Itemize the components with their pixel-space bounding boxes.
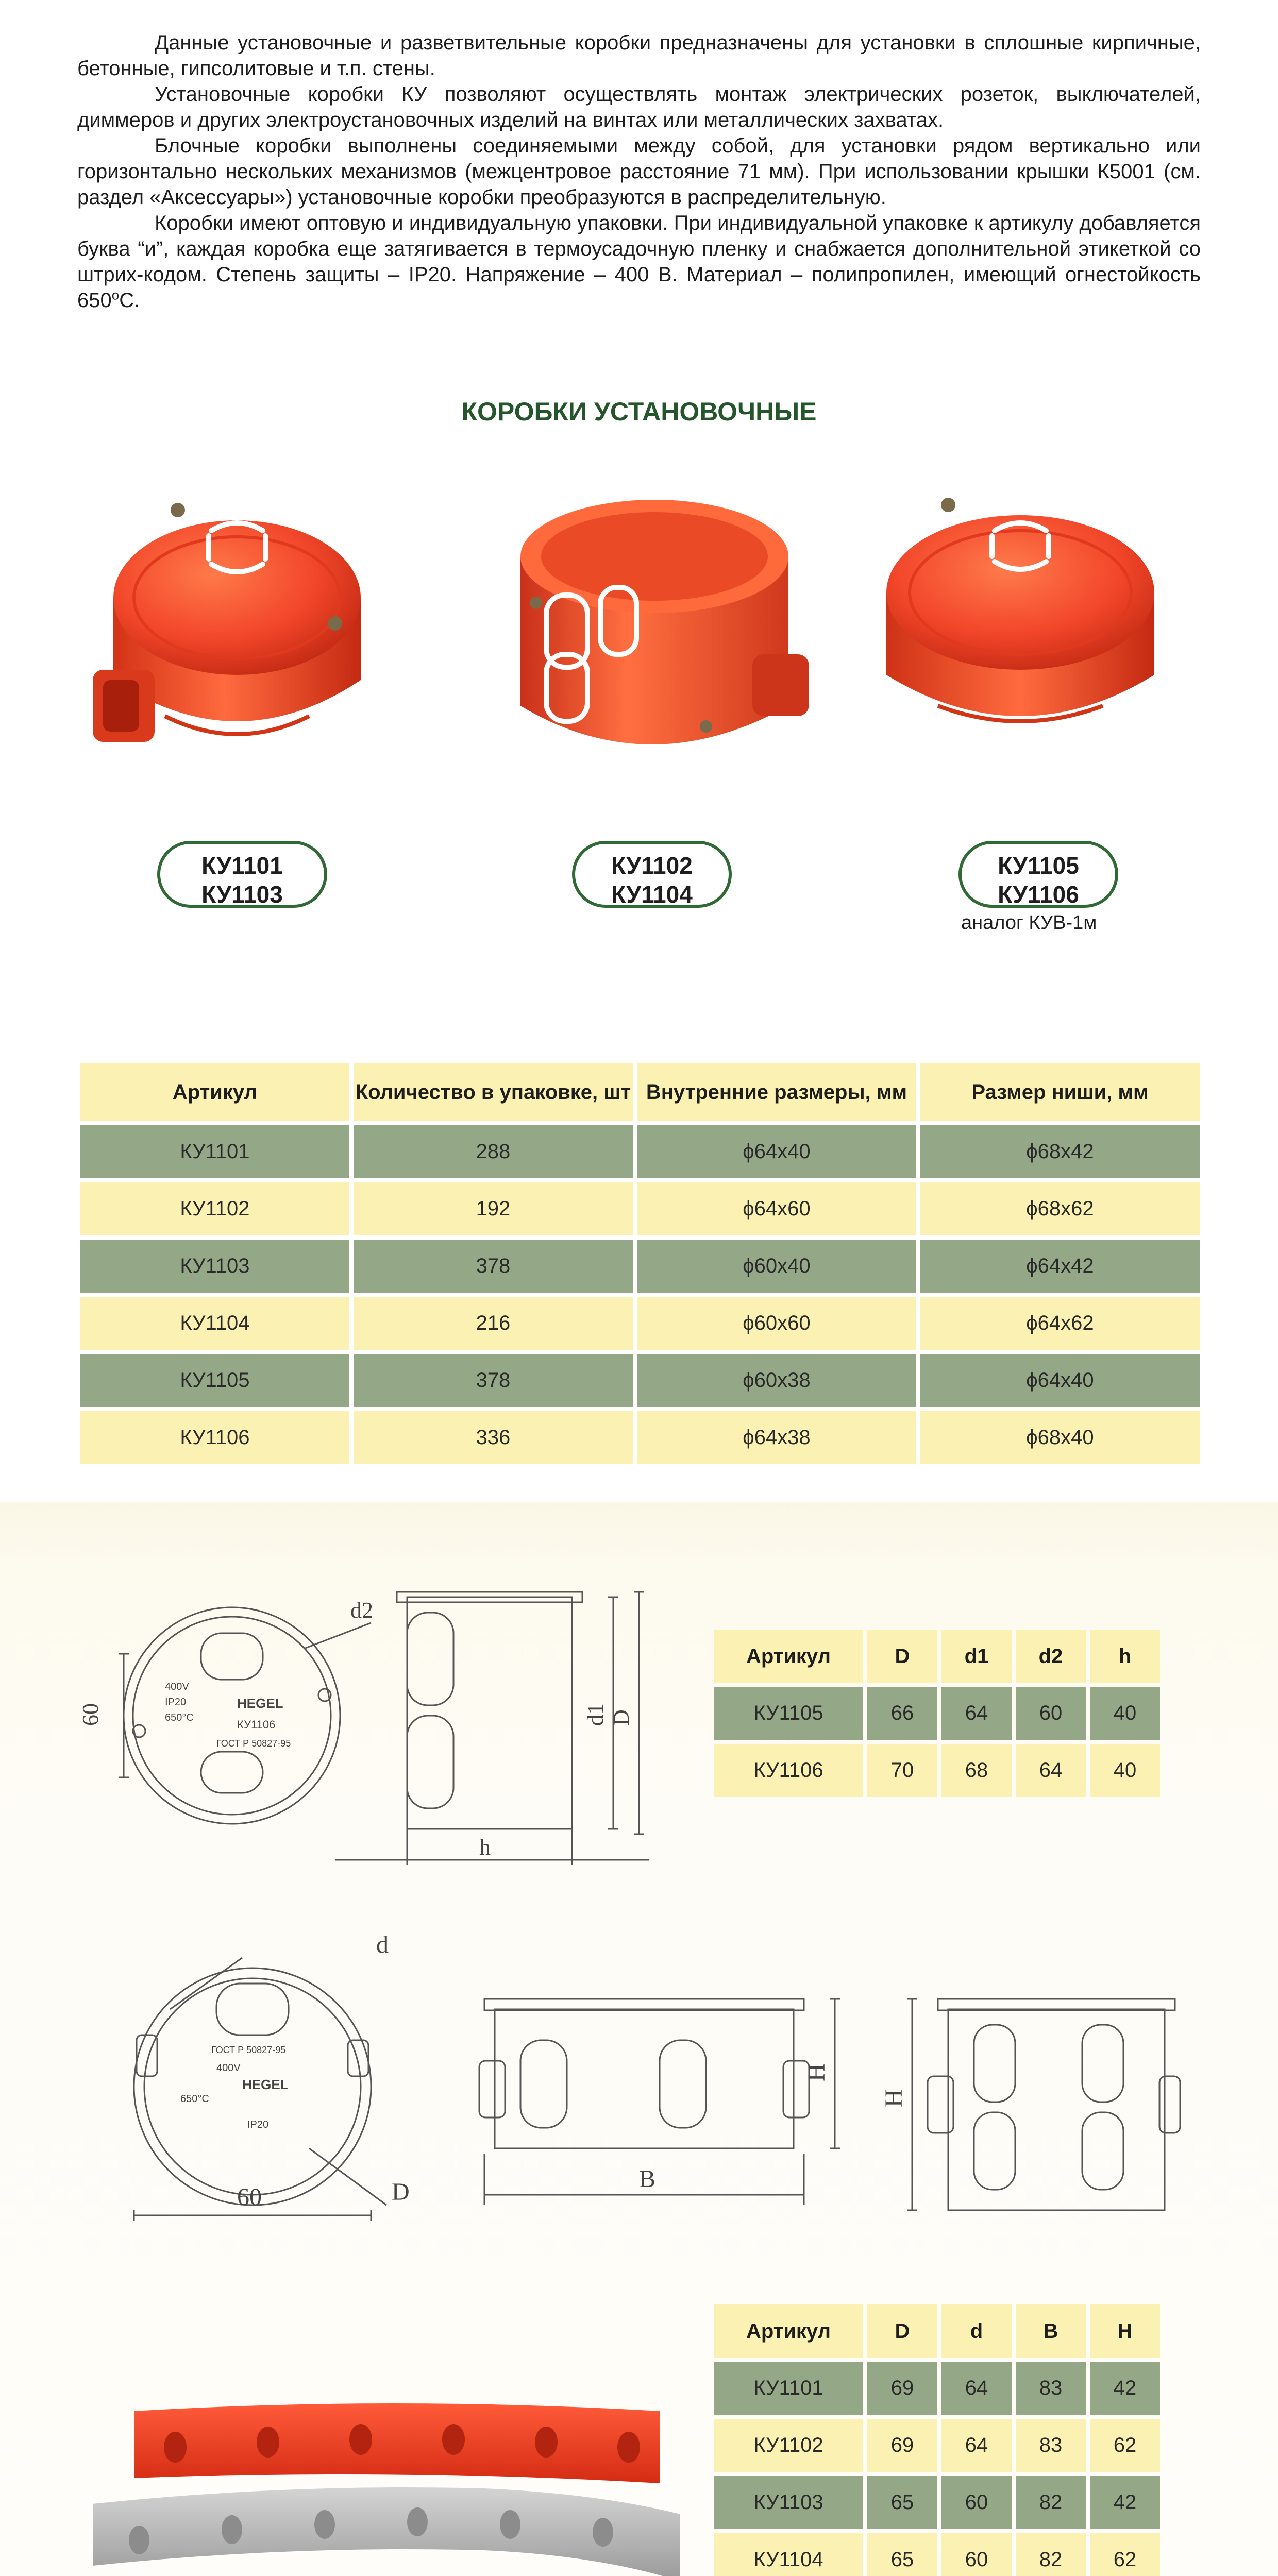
table-row (80, 1240, 1200, 1293)
intro-text (77, 30, 1201, 313)
cell-B: 83 (1016, 2362, 1086, 2415)
cell-H: 62 (1090, 2419, 1160, 2472)
label-ip: IP20 (165, 1697, 187, 1708)
cell-inner-size: ϕ64x40 (637, 1125, 916, 1178)
cell-D: 65 (867, 2476, 937, 2529)
cell-article: КУ1102 (80, 1182, 349, 1235)
product-code-ku1102 (572, 841, 732, 908)
label-temp: 650°C (180, 2093, 209, 2105)
table-row (80, 1182, 1200, 1235)
cell-inner-size: ϕ64x60 (637, 1182, 916, 1235)
product-code-line-1: КУ1102 (611, 852, 693, 879)
dim-d: d (376, 1931, 389, 1958)
table-header-row (80, 1063, 1200, 1121)
header-article: Артикул (80, 1063, 349, 1121)
label-voltage: 400V (165, 1681, 189, 1692)
main-spec-table (76, 1059, 1204, 1468)
cell-d: 60 (941, 2533, 1012, 2576)
cell-quantity: 378 (354, 1354, 633, 1407)
table-row (714, 2362, 1160, 2415)
cell-d: 64 (941, 2419, 1012, 2472)
header-D: D (867, 2304, 937, 2358)
cell-inner-size: ϕ60x38 (637, 1354, 916, 1407)
cell-article: КУ1101 (80, 1125, 349, 1178)
label-gost: ГОСТ Р 50827-95 (216, 1738, 291, 1749)
cell-niche-size: ϕ68x42 (920, 1125, 1200, 1178)
cell-quantity: 192 (354, 1182, 633, 1235)
cell-article: КУ1104 (714, 2533, 863, 2576)
table-row (80, 1125, 1200, 1178)
cell-B: 82 (1016, 2476, 1086, 2529)
header-h: h (1090, 1630, 1160, 1683)
cell-article: КУ1105 (714, 1687, 863, 1740)
product-code-line-1: КУ1101 (201, 852, 283, 879)
product-image-ku1102 (490, 484, 850, 773)
header-D: D (867, 1630, 937, 1683)
header-inner-size: Внутренние размеры, мм (637, 1063, 916, 1121)
cell-d2: 64 (1016, 1744, 1086, 1797)
cell-article: КУ1103 (714, 2476, 863, 2529)
header-d2: d2 (1016, 1630, 1086, 1683)
cell-D: 70 (867, 1744, 937, 1797)
header-article: Артикул (714, 1630, 863, 1683)
header-article: Артикул (714, 2304, 863, 2358)
label-voltage: 400V (216, 2062, 241, 2074)
intro-paragraph-1: Данные установочные и разветвительные коробки предназначены для установки в сплошные кирпичные, бетонные, гипсолитовые и т.п. стены. (77, 31, 1201, 80)
dim-d2: d2 (350, 1598, 373, 1623)
cell-article: КУ1103 (80, 1240, 349, 1293)
intro-paragraph-3: Блочные коробки выполнены соединяемыми между собой, для установки рядом вертикально или горизонтально нескольких механизмов (межцентровое расстояние 71 мм). При использовании крышки К5001 (см. раздел «Аксессуары») установочные коробки преобразуются в распределительную. (77, 134, 1201, 209)
product-code-line-2: КУ1106 (998, 881, 1079, 908)
degree-mark: о (111, 287, 120, 303)
dimension-table-ku1101 (710, 2300, 1164, 2576)
cell-d1: 68 (941, 1744, 1012, 1797)
cell-H: 42 (1090, 2476, 1160, 2529)
cell-H: 62 (1090, 2533, 1160, 2576)
dim-h: h (479, 1835, 491, 1860)
table-header-row (714, 1630, 1160, 1683)
cell-quantity: 216 (354, 1297, 633, 1350)
cell-inner-size: ϕ64x38 (637, 1411, 916, 1464)
cell-niche-size: ϕ68x62 (920, 1182, 1200, 1235)
cell-niche-size: ϕ64x40 (920, 1354, 1200, 1407)
cell-D: 69 (867, 2362, 937, 2415)
intro-paragraph-2: Установочные коробки КУ позволяют осуществлять монтаж электрических розеток, выключателей, диммеров и других электроустановочных изделий на винтах или металлических захватах. (77, 83, 1201, 131)
technical-drawing-ku1101 (88, 1906, 1180, 2244)
table-header-row (714, 2304, 1160, 2358)
cell-inner-size: ϕ60x40 (637, 1240, 916, 1293)
dim-d1: d1 (583, 1703, 608, 1726)
intro-paragraph-4-end: С. (119, 289, 140, 312)
header-niche-size: Размер ниши, мм (920, 1063, 1200, 1121)
cell-niche-size: ϕ64x62 (920, 1297, 1200, 1350)
product-image-ku1101 (93, 474, 381, 783)
cell-article: КУ1105 (80, 1354, 349, 1407)
cell-article: КУ1101 (714, 2362, 863, 2415)
cell-d: 60 (941, 2476, 1012, 2529)
dim-D: D (609, 1709, 634, 1726)
table-row (714, 2533, 1160, 2576)
intro-paragraph-4-text: Коробки имеют оптовую и индивидуальную упаковки. При индивидуальной упаковке к артикулу добавляется буква “и”, каждая коробка еще затягивается в термоусадочную пленку и снабжается дополнительной этикеткой со штрих-кодом. Степень защиты – IP20. Напряжение – 400 В. Материал – полипропилен, имеющий огнестойкость 650 (77, 212, 1201, 312)
label-brand: HEGEL (237, 1696, 283, 1711)
dim-D: D (392, 2178, 410, 2206)
cell-quantity: 336 (354, 1411, 633, 1464)
dimension-table-ku1105 (710, 1625, 1164, 1801)
product-code-ku1105 (959, 841, 1118, 908)
product-code-ku1101 (157, 841, 327, 908)
cell-D: 65 (867, 2533, 937, 2576)
table-row (80, 1354, 1200, 1407)
cell-B: 83 (1016, 2419, 1086, 2472)
label-model: КУ1106 (237, 1718, 276, 1731)
cell-d1: 64 (941, 1687, 1012, 1740)
section-title: КОРОБКИ УСТАНОВОЧНЫЕ (461, 397, 817, 426)
label-ip: IP20 (247, 2119, 269, 2130)
dim-60: 60 (237, 2183, 262, 2211)
product-code-line-2: КУ1104 (611, 881, 693, 908)
dim-B: B (639, 2165, 656, 2193)
cell-article: КУ1106 (714, 1744, 863, 1797)
cell-quantity: 288 (354, 1125, 633, 1178)
cell-quantity: 378 (354, 1240, 633, 1293)
cell-inner-size: ϕ60x60 (637, 1297, 916, 1350)
cell-h: 40 (1090, 1744, 1160, 1797)
cell-niche-size: ϕ64x42 (920, 1240, 1200, 1293)
cell-d: 64 (941, 2362, 1012, 2415)
label-temp: 650°C (165, 1712, 194, 1723)
cell-H: 42 (1090, 2362, 1160, 2415)
product-code-line-1: КУ1105 (998, 852, 1079, 879)
joined-boxes-image (82, 2391, 691, 2576)
cell-article: КУ1102 (714, 2419, 863, 2472)
header-B: B (1016, 2304, 1086, 2358)
analog-note: аналог КУВ-1м (961, 912, 1097, 934)
cell-h: 40 (1090, 1687, 1160, 1740)
cell-B: 82 (1016, 2533, 1086, 2576)
cell-D: 69 (867, 2419, 937, 2472)
product-image-ku1105 (876, 489, 1165, 768)
header-d: d (941, 2304, 1012, 2358)
product-code-line-2: КУ1103 (201, 881, 283, 908)
cell-D: 66 (867, 1687, 937, 1740)
table-row (80, 1411, 1200, 1464)
table-row (80, 1297, 1200, 1350)
technical-drawing-ku1105 (78, 1577, 649, 1883)
label-gost: ГОСТ Р 50827-95 (211, 2045, 286, 2055)
label-brand: HEGEL (242, 2077, 289, 2092)
dim-60: 60 (78, 1703, 103, 1726)
header-H: H (1090, 2304, 1160, 2358)
table-row (714, 1744, 1160, 1797)
header-d1: d1 (941, 1630, 1012, 1683)
cell-article: КУ1106 (80, 1411, 349, 1464)
intro-paragraph-4 (77, 210, 1201, 313)
cell-d2: 60 (1016, 1687, 1086, 1740)
table-row (714, 1687, 1160, 1740)
cell-article: КУ1104 (80, 1297, 349, 1350)
table-row (714, 2476, 1160, 2529)
table-row (714, 2419, 1160, 2472)
header-quantity: Количество в упаковке, шт (354, 1063, 633, 1121)
dim-H-end: H (880, 2089, 907, 2107)
cell-niche-size: ϕ68x40 (920, 1411, 1200, 1464)
dim-H-side: H (803, 2063, 830, 2081)
